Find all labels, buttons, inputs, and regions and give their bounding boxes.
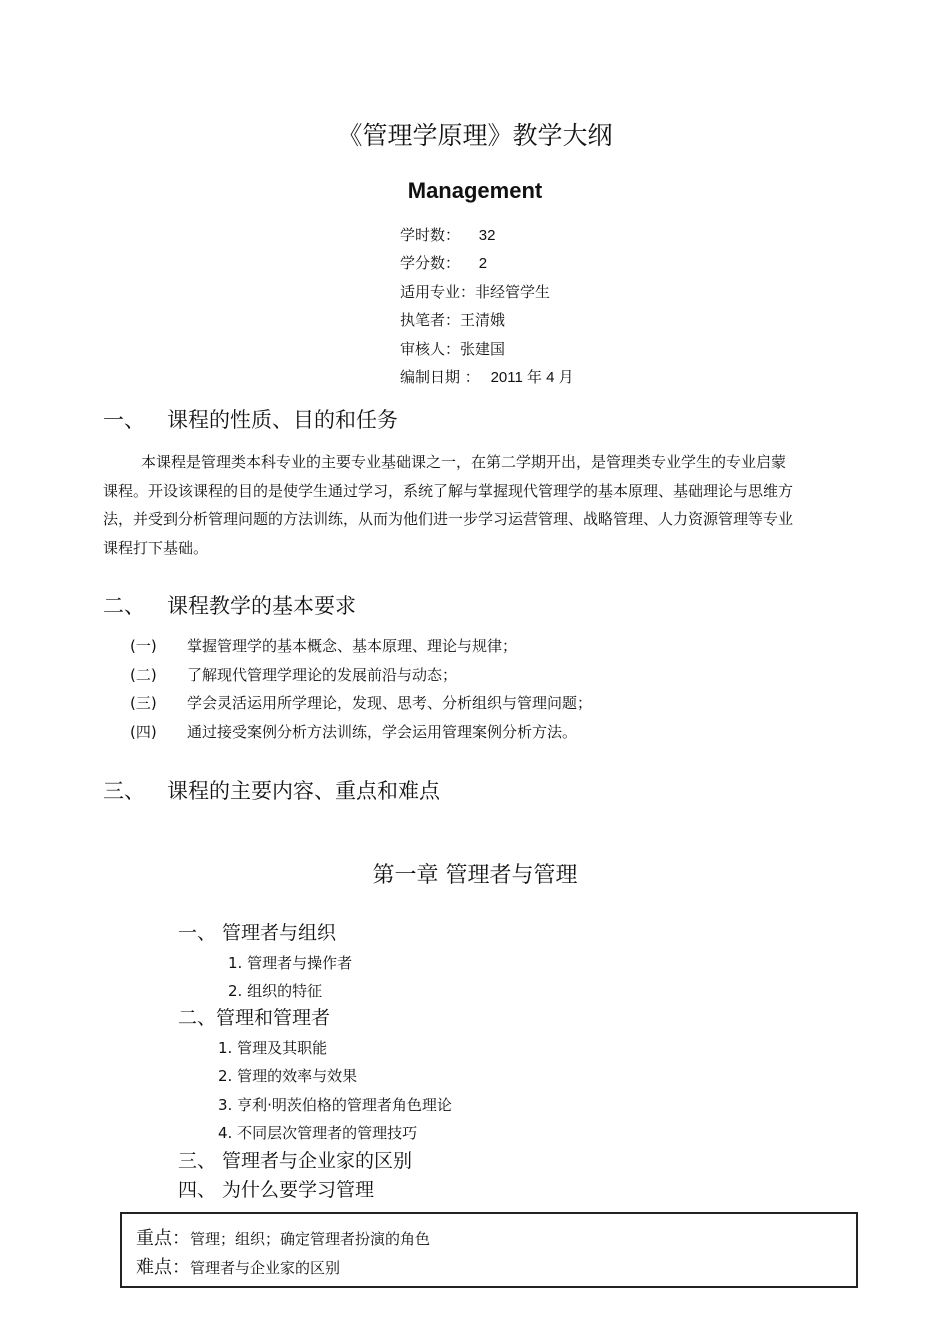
section-heading-1 [103, 404, 398, 434]
section-heading-3 [103, 775, 440, 805]
meta-value: 2011 年 4 月 [490, 369, 574, 386]
section-title: 课程的性质、目的和任务 [167, 408, 398, 432]
meta-reviewer [400, 338, 505, 359]
meta-label: 编制日期 ： [400, 368, 480, 386]
requirement-number: (一) [130, 637, 157, 655]
chapter-section: 一、 管理者与组织 [178, 922, 337, 944]
chapter-subitem: 4. 不同层次管理者的管理技巧 [218, 1124, 418, 1142]
meta-value: 非经管学生 [475, 283, 551, 301]
meta-value: 王清娥 [460, 311, 506, 329]
meta-major [400, 281, 550, 302]
keypoints-box [120, 1212, 858, 1288]
key-points-text: 管理；组织；确定管理者扮演的角色 [190, 1230, 431, 1248]
requirement-item [130, 635, 517, 656]
meta-label: 学分数： [400, 254, 461, 272]
requirement-number: (三) [130, 694, 157, 712]
chapter-subitem: 3. 亨利·明茨伯格的管理者角色理论 [218, 1096, 452, 1114]
document-subtitle: Management [407, 178, 543, 203]
requirement-number: (二) [130, 666, 157, 684]
difficult-points-text: 管理者与企业家的区别 [190, 1259, 341, 1277]
requirement-item [130, 721, 577, 742]
intro-paragraph: 本课程是管理类本科专业的主要专业基础课之一，在第二学期开出，是管理类专业学生的专业启蒙课程。开设该课程的目的是使学生通过学习，系统了解与掌握现代管理学的基本原理、基础理论与思维方法，并受到分析管理问题的方法训练，从而为他们进一步学习运营管理、战略管理、人力资源管理等专业课程打下基础。 [103, 453, 794, 557]
chapter-title: 第一章 管理者与管理 [372, 863, 578, 888]
requirement-text: 学会灵活运用所学理论，发现、思考、分析组织与管理问题； [187, 694, 593, 712]
section-title: 课程教学的基本要求 [167, 594, 356, 618]
section-heading-2 [103, 590, 356, 620]
meta-value: 2 [478, 255, 488, 272]
chapter-section: 三、 管理者与企业家的区别 [178, 1150, 413, 1172]
requirement-text: 通过接受案例分析方法训练，学会运用管理案例分析方法。 [187, 723, 578, 741]
meta-label: 执笔者： [400, 311, 461, 329]
meta-label: 审核人： [400, 340, 461, 358]
meta-hours [400, 224, 495, 245]
section-number: 一、 [103, 408, 145, 432]
meta-credits [400, 252, 487, 273]
section-number: 二、 [103, 594, 145, 618]
meta-label: 学时数： [400, 226, 461, 244]
requirement-number: (四) [130, 723, 157, 741]
chapter-section: 二、管理和管理者 [178, 1007, 331, 1029]
meta-value: 张建国 [460, 340, 506, 358]
key-points-row [136, 1224, 430, 1250]
chapter-subitem: 1. 管理及其职能 [218, 1039, 328, 1057]
key-points-label: 重点： [136, 1228, 190, 1249]
difficult-points-row [136, 1253, 340, 1279]
meta-value: 32 [478, 227, 496, 244]
chapter-subitem: 2. 管理的效率与效果 [218, 1067, 358, 1085]
chapter-subitem: 1. 管理者与操作者 [228, 954, 353, 972]
chapter-section: 四、 为什么要学习管理 [178, 1179, 375, 1201]
meta-author [400, 309, 505, 330]
section-title: 课程的主要内容、重点和难点 [167, 779, 440, 803]
document-title: 《管理学原理》教学大纲 [337, 121, 613, 150]
chapter-subitem: 2. 组织的特征 [228, 982, 323, 1000]
requirement-text: 掌握管理学的基本概念、基本原理、理论与规律； [187, 637, 518, 655]
requirement-item [130, 664, 457, 685]
requirement-item [130, 692, 592, 713]
section-number: 三、 [103, 779, 145, 803]
requirement-text: 了解现代管理学理论的发展前沿与动态； [187, 666, 458, 684]
difficult-points-label: 难点： [136, 1257, 190, 1278]
meta-label: 适用专业： [400, 283, 476, 301]
meta-date [400, 366, 574, 387]
